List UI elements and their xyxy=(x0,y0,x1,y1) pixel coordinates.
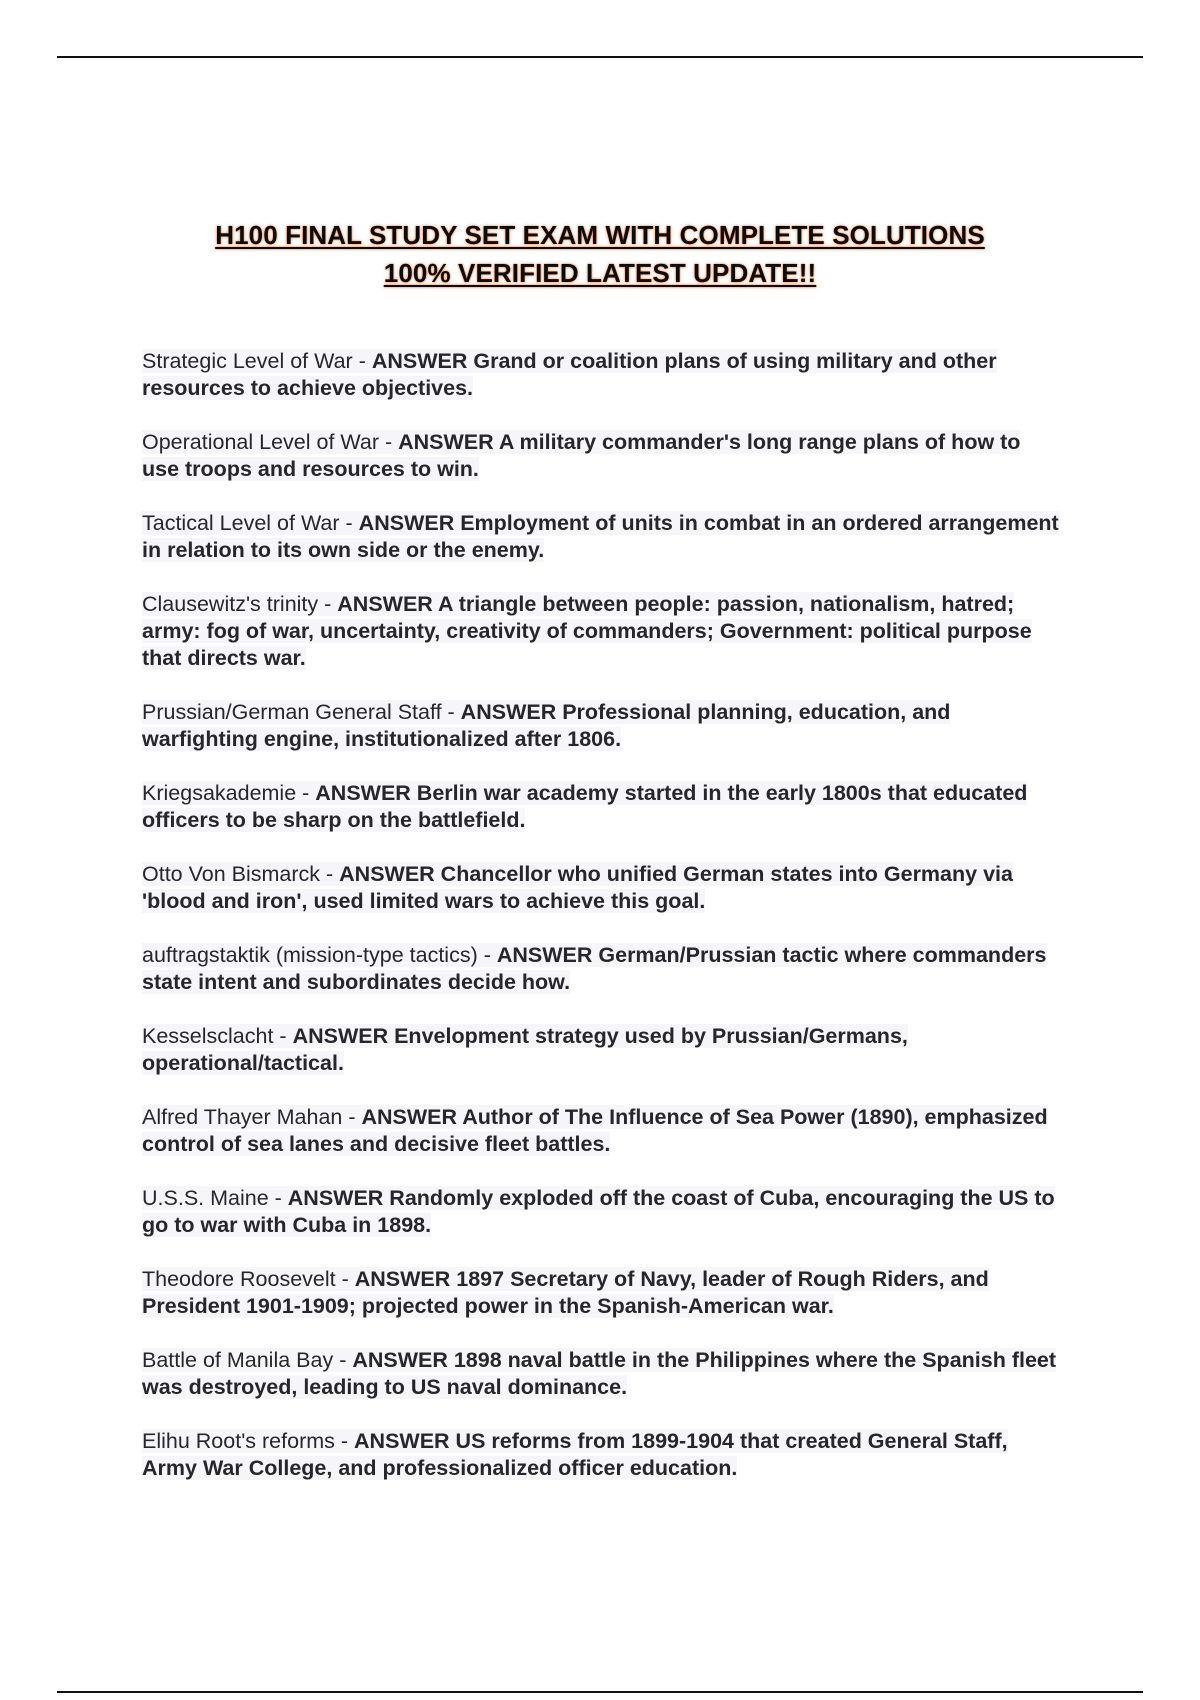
qa-answer: ANSWER Chancellor who unified German states into Germany via 'blood and iron', used limited wars to achieve this goal. xyxy=(142,862,1013,913)
qa-separator: - xyxy=(318,592,338,616)
qa-entry-roosevelt xyxy=(142,1266,1062,1320)
qa-separator: - xyxy=(334,1429,355,1453)
qa-answer: ANSWER A triangle between people: passion, nationalism, hatred; army: fog of war, uncertainty, creativity of commanders; Government: political purpose that directs war. xyxy=(142,592,1032,670)
qa-answer: ANSWER German/Prussian tactic where commanders state intent and subordinates decide how. xyxy=(142,943,1047,994)
qa-term: U.S.S. Maine xyxy=(142,1186,269,1210)
qa-answer: ANSWER Randomly exploded off the coast of Cuba, encouraging the US to go to war with Cuba in 1898. xyxy=(142,1186,1055,1237)
qa-entry-uss-maine xyxy=(142,1185,1062,1239)
title-line-2: 100% VERIFIED LATEST UPDATE!! xyxy=(383,258,817,288)
document-title xyxy=(0,216,1200,292)
qa-entry-bismarck xyxy=(142,861,1062,915)
qa-entry-auftragstaktik xyxy=(142,942,1062,996)
qa-entry-mahan xyxy=(142,1104,1062,1158)
qa-term: Tactical Level of War xyxy=(142,511,340,535)
qa-term: Battle of Manila Bay xyxy=(142,1348,334,1372)
qa-entry-kesselsclacht xyxy=(142,1023,1062,1077)
top-rule xyxy=(57,56,1143,58)
qa-separator: - xyxy=(352,349,372,373)
qa-entry-root-reforms xyxy=(142,1428,1062,1482)
qa-term: Otto Von Bismarck xyxy=(142,862,321,886)
qa-term: Operational Level of War xyxy=(142,430,380,454)
qa-term: Strategic Level of War xyxy=(142,349,353,373)
qa-entry-strategic-level xyxy=(142,348,1062,402)
qa-answer: ANSWER 1898 naval battle in the Philippines where the Spanish fleet was destroyed, leading to US naval dominance. xyxy=(142,1348,1057,1399)
qa-answer: ANSWER Professional planning, education, and warfighting engine, institutionalized after 1806. xyxy=(142,700,951,751)
qa-term: Theodore Roosevelt xyxy=(142,1267,336,1291)
qa-list xyxy=(142,348,1062,1509)
qa-term: Alfred Thayer Mahan xyxy=(142,1105,343,1129)
qa-entry-tactical-level xyxy=(142,510,1062,564)
qa-separator: - xyxy=(320,862,340,886)
qa-separator: - xyxy=(477,943,497,967)
qa-term: Elihu Root's reforms xyxy=(142,1429,335,1453)
title-line-1: H100 FINAL STUDY SET EXAM WITH COMPLETE SOLUTIONS xyxy=(215,220,985,250)
qa-answer: ANSWER A military commander's long range plans of how to use troops and resources to win. xyxy=(142,430,1021,481)
qa-separator: - xyxy=(339,511,359,535)
qa-separator: - xyxy=(441,700,461,724)
qa-term: Kriegsakademie xyxy=(142,781,297,805)
qa-separator: - xyxy=(333,1348,353,1372)
qa-separator: - xyxy=(268,1186,288,1210)
qa-answer: ANSWER Employment of units in combat in an ordered arrangement in relation to its own side or the enemy. xyxy=(142,511,1059,562)
qa-answer: ANSWER US reforms from 1899-1904 that created General Staff, Army War College, and professionalized officer education. xyxy=(142,1429,1008,1480)
qa-answer: ANSWER Grand or coalition plans of using military and other resources to achieve objectives. xyxy=(142,349,997,400)
qa-term: Prussian/German General Staff xyxy=(142,700,442,724)
qa-answer: ANSWER Berlin war academy started in the early 1800s that educated officers to be sharp on the battlefield. xyxy=(142,781,1028,832)
qa-entry-clausewitz-trinity xyxy=(142,591,1062,672)
qa-entry-kriegsakademie xyxy=(142,780,1062,834)
qa-term: Clausewitz's trinity xyxy=(142,592,319,616)
qa-separator: - xyxy=(296,781,316,805)
qa-answer: ANSWER 1897 Secretary of Navy, leader of Rough Riders, and President 1901-1909; projected power in the Spanish-American war. xyxy=(142,1267,989,1318)
qa-entry-operational-level xyxy=(142,429,1062,483)
qa-term: auftragstaktik (mission-type tactics) xyxy=(142,943,478,967)
qa-entry-manila-bay xyxy=(142,1347,1062,1401)
qa-answer: ANSWER Envelopment strategy used by Prussian/Germans, operational/tactical. xyxy=(142,1024,908,1075)
qa-answer: ANSWER Author of The Influence of Sea Power (1890), emphasized control of sea lanes and decisive fleet battles. xyxy=(142,1105,1048,1156)
bottom-rule xyxy=(57,1691,1143,1693)
qa-separator: - xyxy=(273,1024,293,1048)
qa-separator: - xyxy=(335,1267,355,1291)
qa-separator: - xyxy=(342,1105,362,1129)
qa-term: Kesselsclacht xyxy=(142,1024,274,1048)
qa-separator: - xyxy=(379,430,399,454)
qa-entry-general-staff xyxy=(142,699,1062,753)
